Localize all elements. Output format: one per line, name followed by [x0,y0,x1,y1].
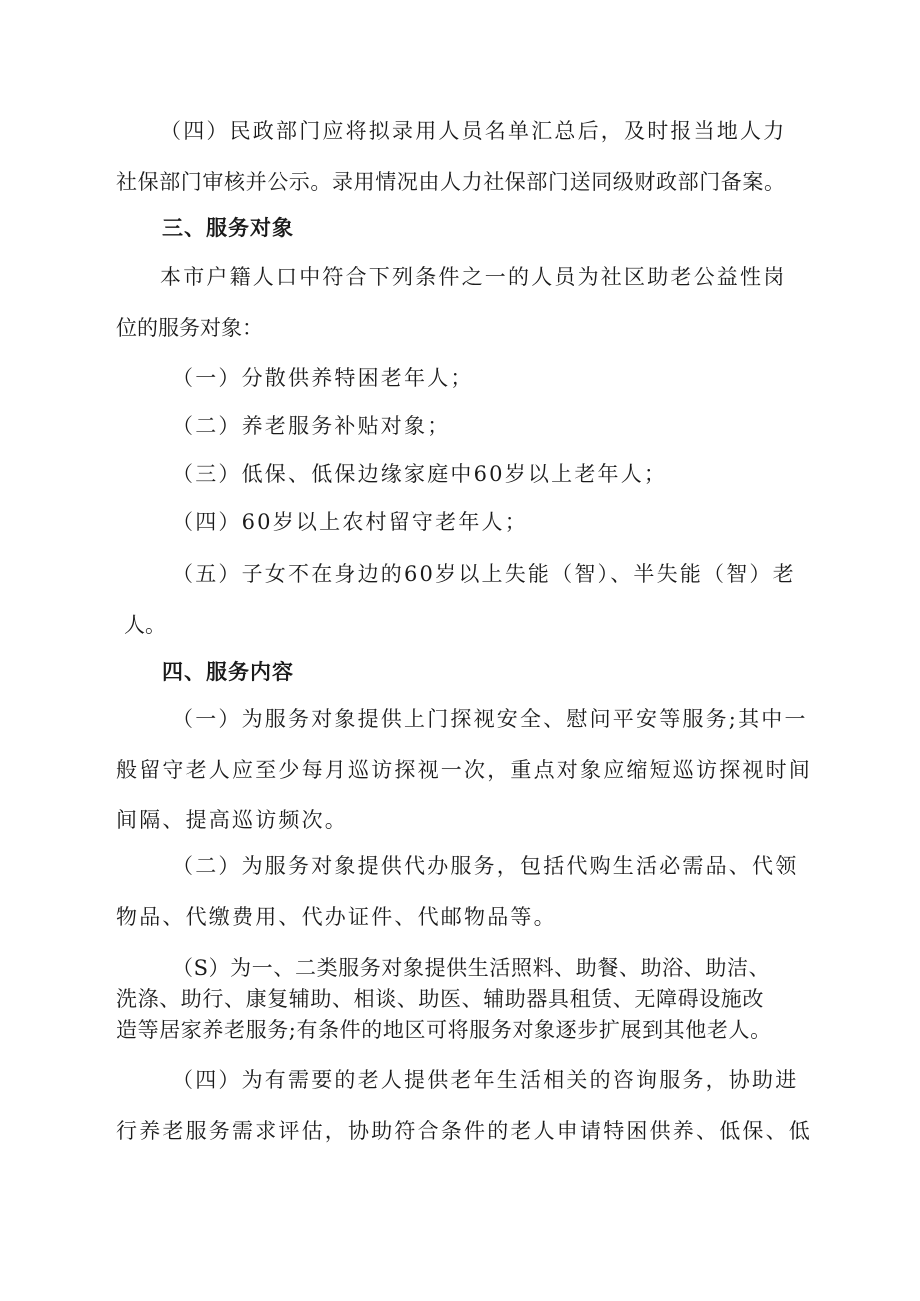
paragraph-line: 本市户籍人口中符合下列条件之一的人员为社区助老公益性岗 [160,265,787,289]
paragraph-line: 物品、代缴费用、代办证件、代邮物品等。 [116,905,557,929]
list-item: （五）子女不在身边的60岁以上失能（智）、半失能（智）老 [172,562,796,586]
list-item: （四）60岁以上农村留守老年人； [172,510,528,534]
paragraph-line: 间隔、提高巡访频次。 [116,808,348,832]
section-heading: 三、服务对象 [162,216,294,240]
paragraph-line: （二）为服务对象提供代办服务，包括代购生活必需品、代领 [172,854,799,878]
list-item: （一）分散供养特困老年人； [172,366,474,390]
paragraph-line: （S）为一、二类服务对象提供生活照料、助餐、助浴、助洁、 [172,956,771,980]
paragraph-line: 人。 [124,613,166,637]
paragraph-line: 位的服务对象： [116,316,263,340]
paragraph-line: （四）为有需要的老人提供老年生活相关的咨询服务，协助进 [172,1068,799,1092]
paragraph-line: （四）民政部门应将拟录用人员名单汇总后，及时报当地人力 [160,119,787,143]
paragraph-line: 洗涤、助行、康复辅助、相谈、助医、辅助器具租赁、无障碍设施改 [116,987,764,1011]
paragraph-line: （一）为服务对象提供上门探视安全、慰问平安等服务;其中一 [172,707,808,731]
list-item: （三）低保、低保边缘家庭中60岁以上老年人； [172,462,668,486]
list-item: （二）养老服务补贴对象； [172,414,451,438]
paragraph-line: 行养老服务需求评估，协助符合条件的老人申请特困供养、低保、低 [116,1119,812,1143]
paragraph-line: 社保部门审核并公示。录用情况由人力社保部门送同级财政部门备案。 [116,170,786,194]
paragraph-line: 造等居家养老服务;有条件的地区可将服务对象逐步扩展到其他老人。 [116,1018,772,1042]
section-heading: 四、服务内容 [162,660,294,684]
paragraph-line: 般留守老人应至少每月巡访探视一次，重点对象应缩短巡访探视时间 [116,758,812,782]
